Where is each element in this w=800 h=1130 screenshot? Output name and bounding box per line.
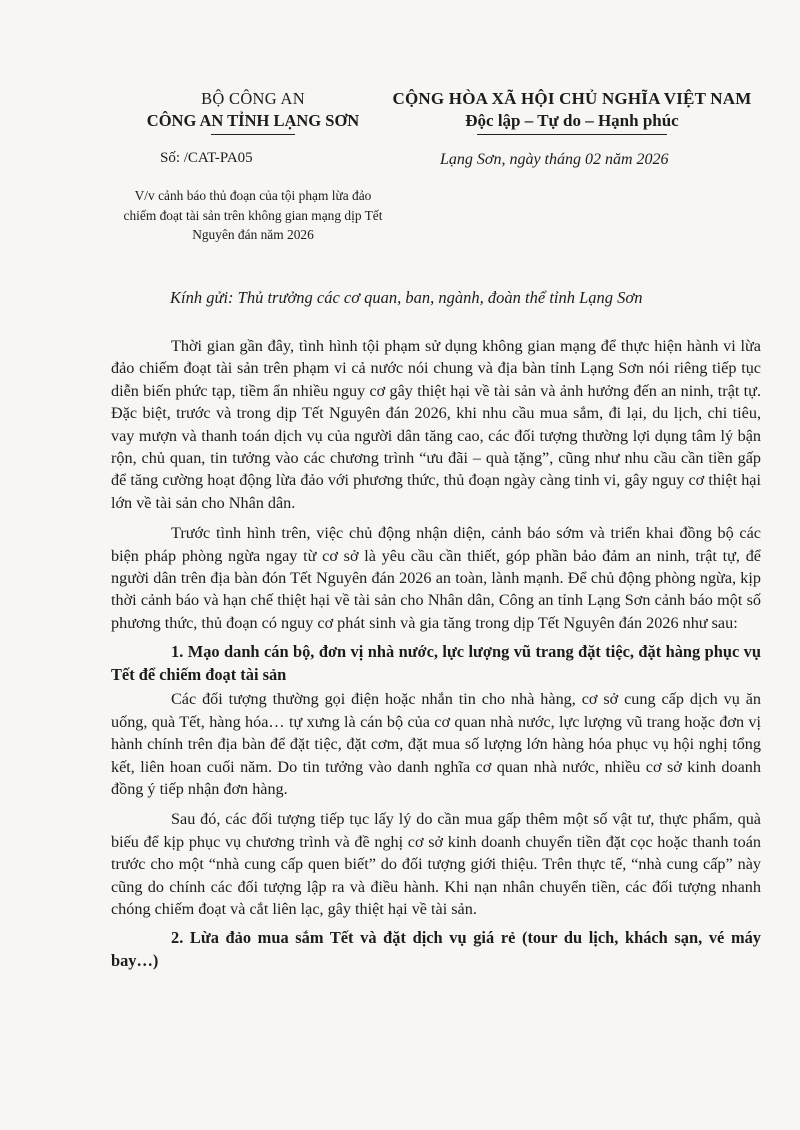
issuing-authority-block	[118, 88, 388, 135]
body-paragraph: Trước tình hình trên, việc chủ động nhận diện, cảnh báo sớm và triển khai đồng bộ các biện pháp phòng ngừa ngay từ cơ sở là yêu cầu cần thiết, góp phần bảo đảm an ninh, trật tự, để người dân trên địa bàn đón Tết Nguyên đán 2026 an toàn, lành mạnh. Để chủ động phòng ngừa, kịp thời cảnh báo và hạn chế thiệt hại về tài sản cho Nhân dân, Công an tỉnh Lạng Sơn cảnh báo một số phương thức, thủ đoạn có nguy cơ phát sinh và gia tăng trong dịp Tết Nguyên đán 2026 như sau:	[111, 524, 761, 632]
body-paragraph: Sau đó, các đối tượng tiếp tục lấy lý do cần mua gấp thêm một số vật tư, thực phẩm, quà biếu để kịp phục vụ chương trình và đề nghị cơ sở kinh doanh chuyển tiền đặt cọc hoặc thanh toán trước cho một “nhà cung cấp quen biết” do đối tượng giới thiệu. Trên thực tế, “nhà cung cấp” này cũng do chính các đối tượng lập ra và điều hành. Khi nạn nhân chuyển tiền, các đối tượng nhanh chóng chiếm đoạt và cắt liên lạc, gây thiệt hại về tài sản.	[111, 810, 761, 918]
section-heading: 2. Lừa đảo mua sắm Tết và đặt dịch vụ giá rẻ (tour du lịch, khách sạn, vé máy bay…)	[111, 928, 761, 971]
section-heading: 1. Mạo danh cán bộ, đơn vị nhà nước, lực lượng vũ trang đặt tiệc, đặt hàng phục vụ Tết để chiếm đoạt tài sản	[111, 642, 761, 685]
unit-name: CÔNG AN TỈNH LẠNG SƠN	[146, 111, 360, 130]
ministry-name: BỘ CÔNG AN	[201, 89, 305, 108]
nation-title: CỘNG HÒA XÃ HỘI CHỦ NGHĨA VIỆT NAM	[392, 89, 752, 108]
subject-line: V/v cảnh báo thủ đoạn của tội phạm lừa đảo chiếm đoạt tài sản trên không gian mạng dịp Tết Nguyên đán năm 2026	[123, 188, 383, 243]
document-body	[111, 335, 761, 972]
recipient-line: Kính gửi: Thủ trưởng các cơ quan, ban, ngành, đoàn thể tỉnh Lạng Sơn	[170, 288, 643, 307]
body-paragraph: Các đối tượng thường gọi điện hoặc nhắn tin cho nhà hàng, cơ sở cung cấp dịch vụ ăn uống, quà Tết, hàng hóa… tự xưng là cán bộ của cơ quan nhà nước, lực lượng vũ trang hoặc đơn vị hành chính trên địa bàn để đặt tiệc, đặt cơm, đặt mua số lượng lớn hàng hóa phục vụ hội nghị tổng kết, liên hoan cuối năm. Do tin tưởng vào danh nghĩa cơ quan nhà nước, nhiều cơ sở kinh doanh đồng ý tiếp nhận đơn hàng.	[111, 690, 761, 798]
unit-underline	[211, 134, 295, 135]
place-date: Lạng Sơn, ngày tháng 02 năm 2026	[440, 151, 669, 168]
document-number: Số: /CAT-PA05	[160, 150, 253, 166]
national-title-block	[372, 88, 772, 135]
body-paragraph: Thời gian gần đây, tình hình tội phạm sử dụng không gian mạng để thực hiện hành vi lừa đảo chiếm đoạt tài sản trên phạm vi cả nước nói chung và địa bàn tỉnh Lạng Sơn nói riêng tiếp tục diễn biến phức tạp, tiềm ẩn nhiều nguy cơ gây thiệt hại về tài sản và ảnh hưởng đến an ninh, trật tự. Đặc biệt, trước và trong dịp Tết Nguyên đán 2026, khi nhu cầu mua sắm, đi lại, du lịch, chi tiêu, vay mượn và thanh toán dịch vụ của người dân tăng cao, các đối tượng thường lợi dụng tâm lý bận rộn, chủ quan, tin tưởng vào các chương trình “ưu đãi – quà tặng”, cũng như nhu cầu cần tiền gấp để tăng cường hoạt động lừa đảo với phương thức, thủ đoạn ngày càng tinh vi, gây nguy cơ thiệt hại lớn về tài sản cho Nhân dân.	[111, 337, 761, 512]
motto: Độc lập – Tự do – Hạnh phúc	[465, 111, 679, 130]
motto-underline	[477, 134, 667, 135]
